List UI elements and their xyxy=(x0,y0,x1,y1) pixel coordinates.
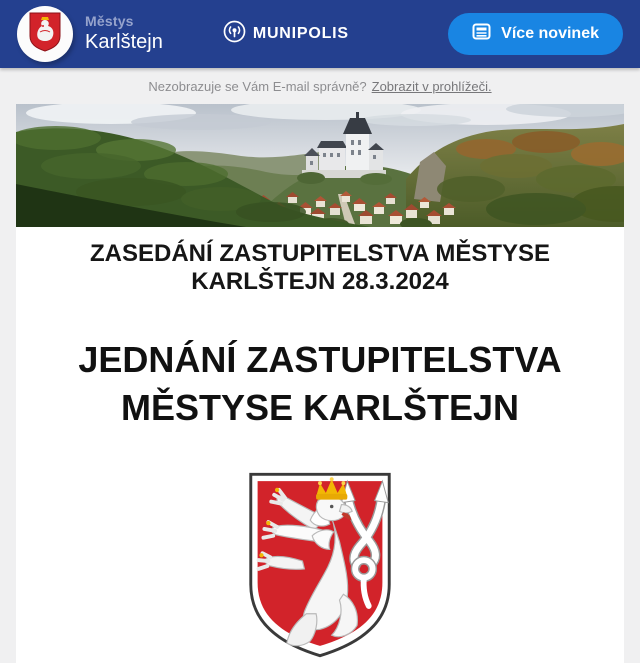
org-label: Městys xyxy=(85,13,134,30)
municipality-crest-icon xyxy=(28,12,62,57)
municipality-logo xyxy=(17,6,73,62)
broadcast-pin-icon xyxy=(223,20,246,48)
municipality-brand[interactable] xyxy=(17,6,163,62)
hero-panorama-image xyxy=(16,104,624,227)
content-card xyxy=(16,227,624,663)
munipolis-brand[interactable] xyxy=(223,20,349,48)
notice-text: Nezobrazuje se Vám E-mail správně? xyxy=(148,78,367,94)
meeting-heading: ZASEDÁNÍ ZASTUPITELSTVA MĚSTYSE KARLŠTEJN 28.3.2024 xyxy=(89,240,551,295)
big-title: JEDNÁNÍ ZASTUPITELSTVA MĚSTYSE KARLŠTEJN xyxy=(78,338,562,429)
more-news-label: Více novinek xyxy=(501,25,599,42)
email-header xyxy=(0,0,640,68)
municipality-names xyxy=(85,13,163,54)
view-in-browser-link[interactable]: Zobrazit v prohlížeči. xyxy=(371,78,492,94)
more-news-button[interactable] xyxy=(448,13,623,55)
org-name: Karlštejn xyxy=(85,31,163,54)
coat-of-arms xyxy=(16,467,624,663)
coat-of-arms-image xyxy=(242,467,398,663)
newspaper-icon xyxy=(472,22,491,46)
email-body xyxy=(16,104,624,663)
munipolis-wordmark: MUNIPOLIS xyxy=(252,25,349,42)
view-in-browser-bar xyxy=(0,68,640,104)
